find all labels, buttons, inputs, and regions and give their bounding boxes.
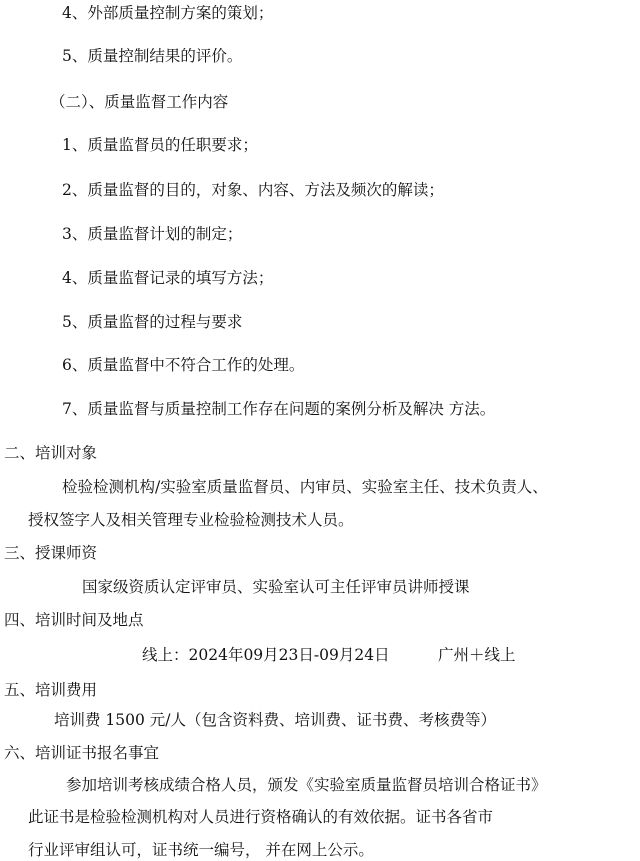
list-item: 6、质量监督中不符合工作的处理。 bbox=[62, 356, 305, 374]
body-text: 参加培训考核成绩合格人员，颁发《实验室质量监督员培训合格证书》 bbox=[66, 776, 547, 794]
body-text: 培训费 1500 元/人（包含资料费、培训费、证书费、考核费等） bbox=[54, 711, 497, 729]
body-text: 授权签字人及相关管理专业检验检测技术人员。 bbox=[28, 511, 354, 529]
section-heading: 四、培训时间及地点 bbox=[4, 611, 144, 629]
training-date: 线上：2024年09月23日-09月24日 bbox=[142, 646, 390, 664]
list-item: 2、质量监督的目的，对象、内容、方法及频次的解读； bbox=[62, 181, 444, 199]
list-item: 5、质量控制结果的评价。 bbox=[62, 47, 243, 65]
body-text: 此证书是检验检测机构对人员进行资格确认的有效依据。证书各省市 bbox=[28, 808, 494, 826]
section-heading: 六、培训证书报名事宜 bbox=[4, 744, 160, 762]
section-heading: 五、培训费用 bbox=[4, 681, 98, 699]
list-item: 3、质量监督计划的制定； bbox=[62, 225, 243, 243]
list-item: 4、外部质量控制方案的策划； bbox=[62, 4, 274, 22]
list-item: 5、质量监督的过程与要求 bbox=[62, 313, 243, 331]
body-text: 行业评审组认可，证书统一编号， 并在网上公示。 bbox=[28, 841, 374, 859]
section-heading: 三、授课师资 bbox=[4, 544, 98, 562]
list-item: 7、质量监督与质量控制工作存在问题的案例分析及解决 方法。 bbox=[62, 400, 496, 418]
list-item: 4、质量监督记录的填写方法； bbox=[62, 269, 274, 287]
section-heading: 二、培训对象 bbox=[4, 444, 98, 462]
body-text: 检验检测机构/实验室质量监督员、内审员、实验室主任、技术负责人、 bbox=[62, 478, 548, 496]
training-place: 广州＋线上 bbox=[438, 646, 516, 664]
list-item: 1、质量监督员的任职要求； bbox=[62, 136, 258, 154]
body-text: 国家级资质认定评审员、实验室认可主任评审员讲师授课 bbox=[82, 578, 470, 596]
subsection-heading: （二）、质量监督工作内容 bbox=[50, 93, 229, 111]
